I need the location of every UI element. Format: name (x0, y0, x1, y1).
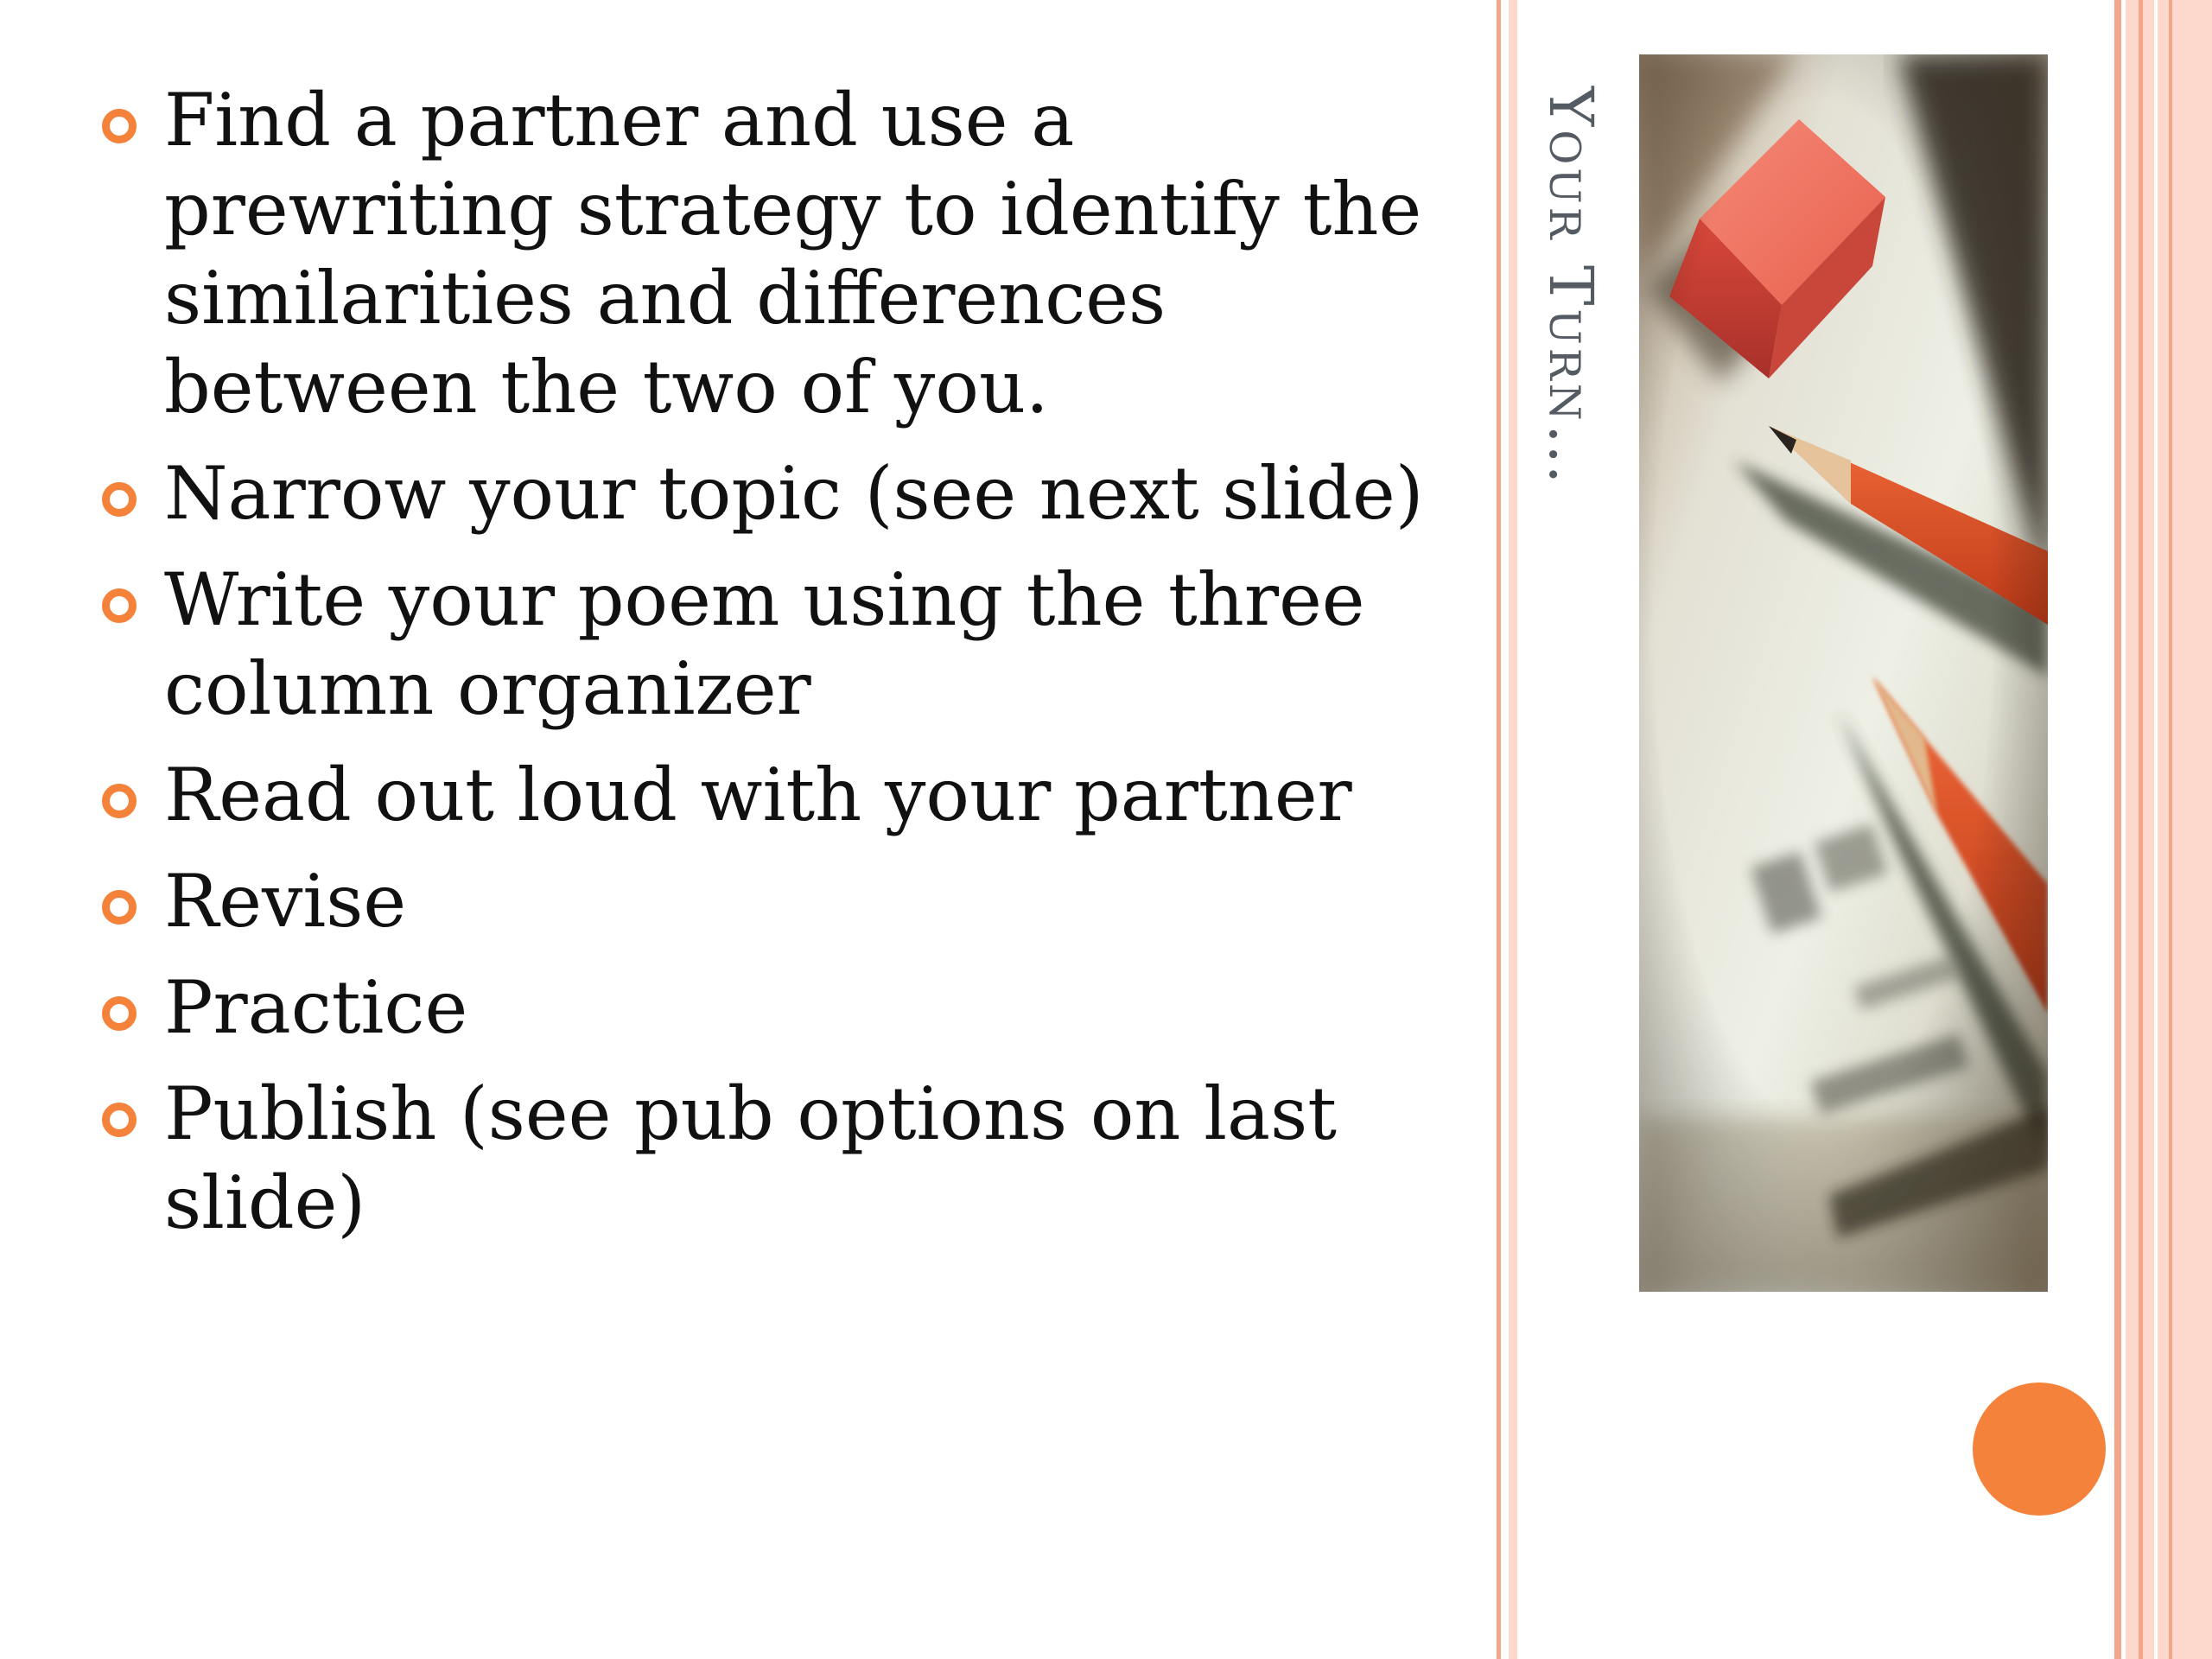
decor-line-5 (2154, 0, 2158, 1659)
decor-line-2 (1509, 0, 1517, 1659)
decor-line-4 (2139, 0, 2143, 1659)
bullet-circle-icon (102, 890, 137, 925)
pencils-eraser-photo (1639, 54, 2048, 1292)
slide-title: Your Turn… (1535, 86, 1606, 488)
bullet-circle-icon (102, 588, 137, 623)
bullet-item (95, 76, 1443, 432)
decor-line-1 (1497, 0, 1501, 1659)
accent-dot (1973, 1382, 2106, 1516)
bullet-item (95, 556, 1443, 734)
bullet-text: Find a partner and use a prewriting strategy to identify the similarities and differences between the two of you. (164, 78, 1422, 429)
bullet-item (95, 963, 1443, 1052)
bullet-item (95, 751, 1443, 840)
bullet-text: Narrow your topic (see next slide) (164, 451, 1424, 536)
bullet-text: Write your poem using the three column organizer (164, 557, 1365, 731)
bullet-list (95, 76, 1443, 1265)
bullet-item (95, 449, 1443, 538)
decor-line-6 (2169, 0, 2172, 1659)
bullet-circle-icon (102, 109, 137, 143)
bullet-item (95, 857, 1443, 946)
bullet-circle-icon (102, 996, 137, 1031)
bullet-text: Read out loud with your partner (164, 753, 1352, 837)
bullet-item (95, 1070, 1443, 1248)
bullet-text: Revise (164, 859, 407, 944)
decor-line-3 (2114, 0, 2121, 1659)
bullet-circle-icon (102, 482, 137, 517)
bullet-text: Practice (164, 965, 468, 1050)
bullet-text: Publish (see pub options on last slide) (164, 1071, 1338, 1245)
bullet-circle-icon (102, 1103, 137, 1137)
bullet-circle-icon (102, 784, 137, 818)
